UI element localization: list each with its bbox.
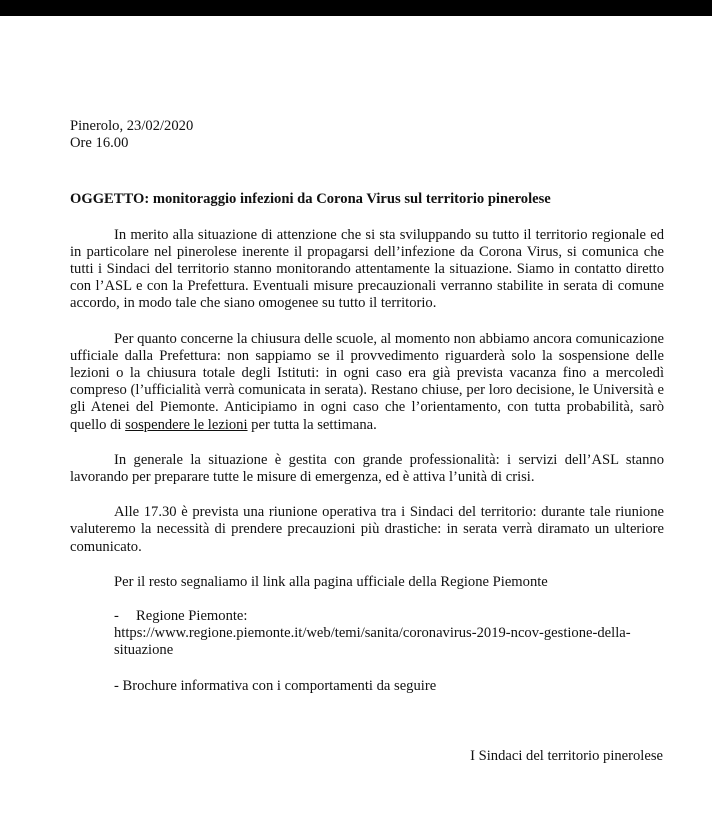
signature: I Sindaci del territorio pinerolese bbox=[470, 748, 663, 764]
underlined-suspend-lessons: sospendere le lezioni bbox=[125, 416, 248, 433]
region-url[interactable]: https://www.regione.piemonte.it/web/temi/sanita/coronavirus-2019-ncov-gestione-della- bbox=[114, 625, 631, 642]
region-link-title bbox=[114, 608, 664, 625]
paragraph-meeting: Alle 17.30 è prevista una riunione operativa tra i Sindaci del territorio: durante tale riunione valuteremo la necessità di prendere precauzioni più drastiche: in serata verrà diramato un ulteriore comunicato. bbox=[70, 504, 664, 555]
top-status-bar bbox=[0, 0, 712, 16]
paragraph-link-intro: Per il resto segnaliamo il link alla pagina ufficiale della Regione Piemonte bbox=[114, 573, 548, 590]
paragraph-schools bbox=[70, 331, 664, 434]
paragraph-situation: In merito alla situazione di attenzione che si sta sviluppando su tutto il territorio regionale ed in particolare nel pinerolese inerente il propagarsi dell’infezione da Corona Virus, si comunica che tutti i Sindaci del territorio stanno monitorando attentamente la situazione. Siamo in contatto diretto con l’ASL e con la Prefettura. Eventuali misure precauzionali verranno stabilite in serata di comune accordo, in modo tale che siano omogenee su tutto il territorio. bbox=[70, 226, 664, 312]
time-line: Ore 16.00 bbox=[70, 135, 129, 152]
brochure-item: - Brochure informativa con i comportamenti da seguire bbox=[114, 677, 437, 694]
subject-line: OGGETTO: monitoraggio infezioni da Corona Virus sul territorio pinerolese bbox=[70, 191, 551, 208]
paragraph-asl: In generale la situazione è gestita con grande professionalità: i servizi dell’ASL stanno lavorando per preparare tutte le misure di emergenza, ed è attiva l’unità di crisi. bbox=[70, 451, 664, 486]
region-url-continued[interactable]: situazione bbox=[114, 642, 174, 659]
letter-body bbox=[70, 118, 664, 695]
region-link-label: Regione Piemonte: bbox=[136, 608, 248, 625]
list-dash: - bbox=[114, 608, 119, 625]
region-link-block bbox=[70, 608, 664, 660]
place-date: Pinerolo, 23/02/2020 bbox=[70, 118, 194, 134]
paragraph-schools-text: Per quanto concerne la chiusura delle scuole, al momento non abbiamo ancora comunicazione ufficiale dalla Prefettura: non sappiamo se il provvedimento riguarderà solo la sospensione delle lezioni o la chiusura totale degli Istituti: in ogni caso era già prevista vacanza fino a mercoledì compreso (l’ufficialità verrà comunicata in serata). Restano chiuse, per loro decisione, le Università e gli Atenei del Piemonte. Anticipiamo in ogni caso che l’orientamento, con tutta probabilità, sarò quello di bbox=[70, 330, 664, 433]
paragraph-schools-end: per tutta la settimana. bbox=[247, 416, 377, 433]
